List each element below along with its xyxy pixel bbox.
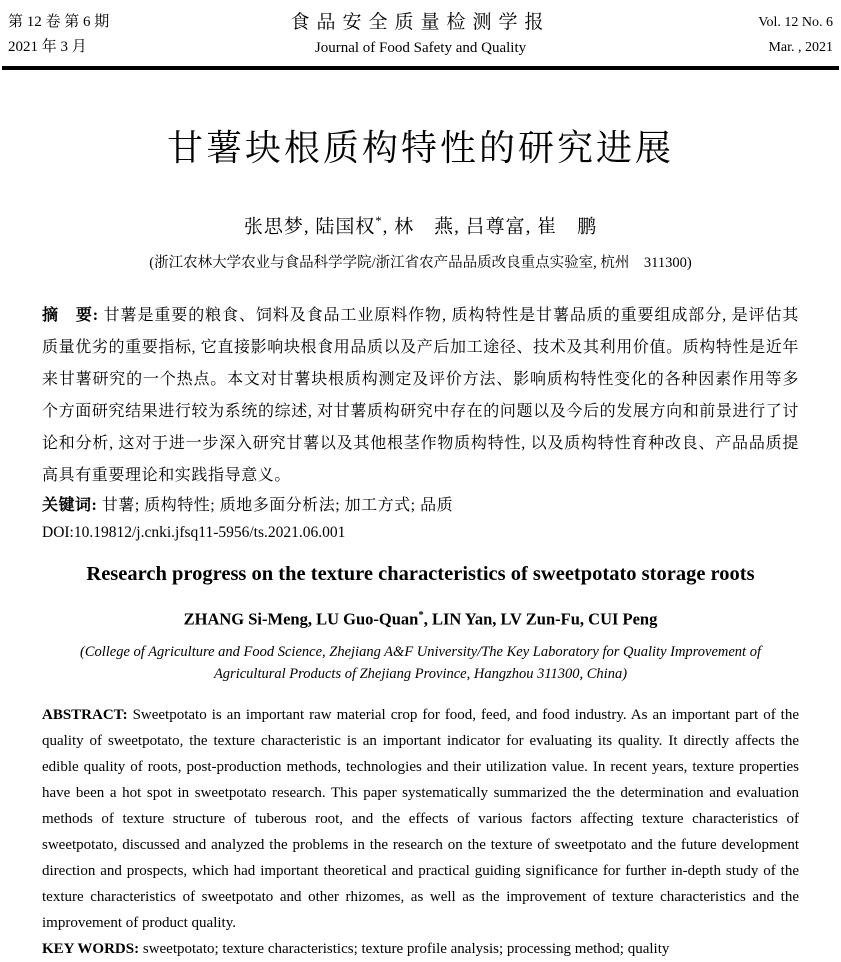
keywords-en <box>42 936 799 962</box>
keywords-en-text: sweetpotato; texture characteristics; texture profile analysis; processing method; quality <box>142 940 670 957</box>
corresponding-author-mark-zh: * <box>375 214 383 228</box>
article-title-zh: 甘薯块根质构特性的研究进展 <box>166 128 674 168</box>
affiliation-en: (College of Agriculture and Food Science, Zhejiang A&F University/The Key Laboratory for Quality Improvement of Agricultural Products of Zhejiang Province, Hangzhou 311300, China) <box>80 643 761 682</box>
keywords-zh-text: 甘薯; 质构特性; 质地多面分析法; 加工方式; 品质 <box>101 497 454 515</box>
authors-en-text: ZHANG Si-Meng, LU Guo-Quan <box>183 609 419 629</box>
journal-name-en: Journal of Food Safety and Quality <box>314 40 527 56</box>
authors-zh-text: 张思梦, 陆国权 <box>243 216 376 238</box>
article-front-matter <box>0 124 841 962</box>
doi: DOI:10.19812/j.cnki.jfsq11-5956/ts.2021.06.001 <box>42 524 346 542</box>
abstract-zh-label: 摘 要: <box>42 307 104 325</box>
authors-en-text-cont: , LIN Yan, LV Zun-Fu, CUI Peng <box>423 609 658 629</box>
header-double-rule <box>2 66 839 70</box>
author-line-en <box>42 603 799 632</box>
author-line-zh <box>42 208 799 240</box>
running-head-right <box>627 10 833 60</box>
running-head <box>0 8 841 64</box>
keywords-en-label: KEY WORDS: <box>42 940 143 957</box>
affiliation-zh: (浙江农林大学农业与食品科学学院/浙江省农产品品质改良重点实验室, 杭州 311300) <box>149 255 692 272</box>
issue-date-en: Mar. , 2021 <box>768 40 833 55</box>
keywords-zh <box>42 492 799 519</box>
abstract-en-text: Sweetpotato is an important raw material crop for food, feed, and food industry. As an important part of the quality of sweetpotato, the texture characteristic is an important indicator for evaluating its quality. It directly affects the edible quality of roots, post-production methods, technologies and their utilization value. In recent years, texture properties have been a hot spot in sweetpotato research. This paper systematically summarized the the determination and evaluation methods of texture structure of tuberous root, and the effects of various factors affecting texture characteristics of sweetpotato, discussed and analyzed the problems in the research on the texture of sweetpotato and the future development direction and prospects, which had important theoretical and practical guiding significance for further in-depth study of the texture characteristics of sweetpotato and other rhizomes, as well as the improvement of texture characteristics and the improvement of product quality. <box>42 706 799 931</box>
keywords-zh-label: 关键词: <box>42 497 102 515</box>
abstract-en <box>42 702 799 936</box>
journal-name-zh: 食品安全质量检测学报 <box>290 12 551 33</box>
corresponding-author-mark-en: * <box>418 609 424 622</box>
running-head-center <box>214 10 627 60</box>
abstract-zh <box>42 300 799 492</box>
article-title-en: Research progress on the texture characteristics of sweetpotato storage roots <box>86 563 755 586</box>
issue-date-zh: 2021 年 3 月 <box>8 39 87 55</box>
volume-issue-en: Vol. 12 No. 6 <box>758 15 833 30</box>
abstract-en-label: ABSTRACT: <box>42 706 133 723</box>
volume-issue-zh: 第 12 卷 第 6 期 <box>8 14 110 30</box>
abstract-zh-text: 甘薯是重要的粮食、饲料及食品工业原料作物, 质构特性是甘薯品质的重要组成部分, 是评估其质量优劣的重要指标, 它直接影响块根食用品质以及产后加工途径、技术及其利用价值。质构特性是近年来甘薯研究的一个热点。本文对甘薯块根质构测定及评价方法、影响质构特性变化的各种因素作用等多个方面研究结果进行较为系统的综述, 对甘薯质构研究中存在的问题以及今后的发展方向和前景进行了讨论和分析, 这对于进一步深入研究甘薯以及其他根茎作物质构特性, 以及质构特性育种改良、产品品质提高具有重要理论和实践指导意义。 <box>42 307 799 485</box>
running-head-left <box>8 10 214 60</box>
authors-zh-text-cont: , 林 燕, 吕尊富, 崔 鹏 <box>382 216 598 238</box>
